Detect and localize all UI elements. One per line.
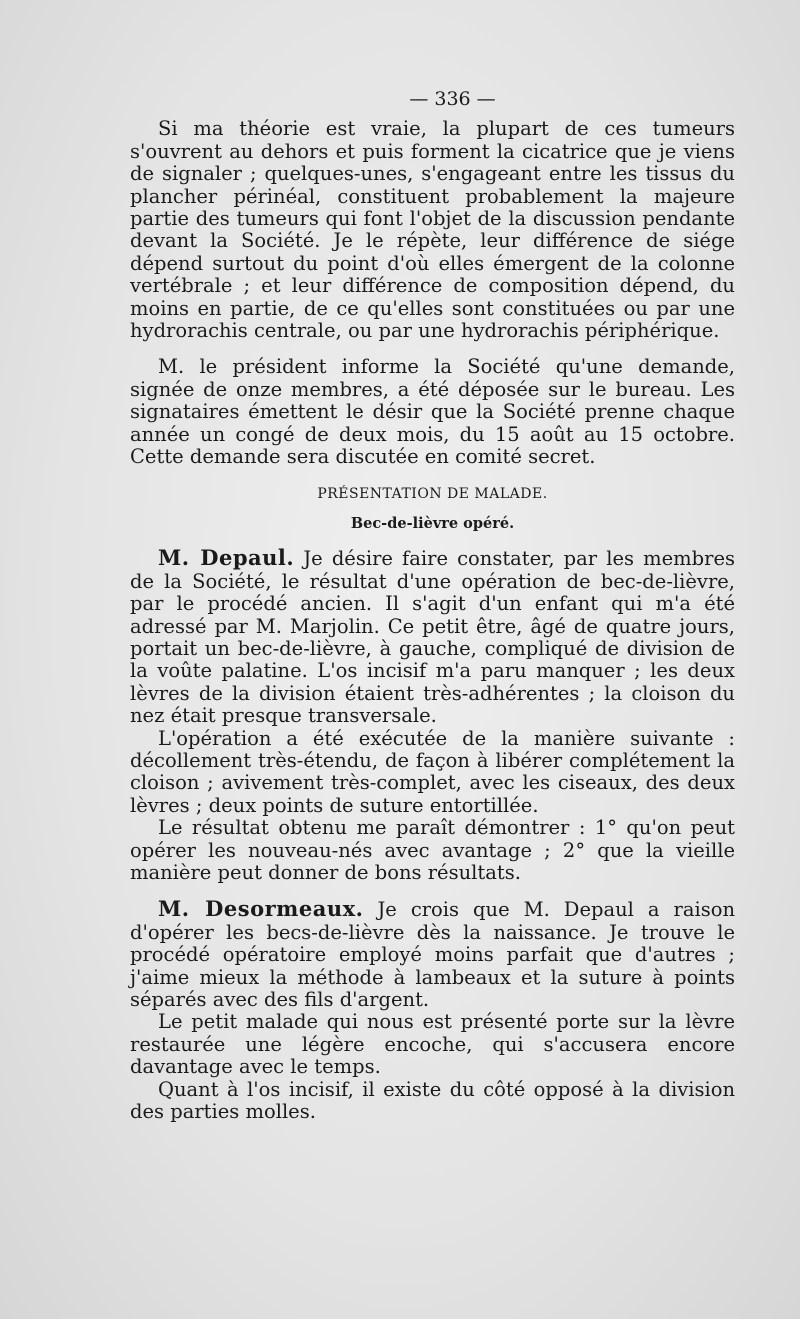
paragraph-president: M. le président informe la Société qu'une demande, signée de onze membres, a été déposée sur le bureau. Les signataires émettent le désir que la Société prenne chaque année un congé de deux mois, du 15 août au 15 octobre. Cette demande sera discutée en comité secret. (130, 355, 735, 469)
desormeaux-text-1: Je crois que M. Depaul a raison d'opérer les becs-de-lièvre dès la naissance. Je trouve le procédé opératoire employé moins parfait que d'autres ; j'aime mieux la méthode à lambeaux et la suture à points séparés avec des fils d'argent. (130, 898, 736, 1012)
page-number: — 336 — (409, 88, 496, 110)
speaker-depaul: M. Depaul. (158, 545, 295, 571)
section-subheading: Bec-de-lièvre opéré. (350, 514, 515, 532)
page-text (130, 88, 735, 1123)
speaker-desormeaux: M. Desormeaux. (158, 896, 364, 922)
paragraph-depaul-3: Le résultat obtenu me paraît démontrer : 1° qu'on peut opérer les nouveau-nés avec avantage ; 2° que la vieille manière peut donner de bons résultats. (130, 816, 735, 884)
paragraph-desormeaux-1 (130, 898, 735, 1011)
paragraph-desormeaux-2: Le petit malade qui nous est présenté porte sur la lèvre restaurée une légère encoche, qui s'accusera encore davantage avec le temps. (130, 1010, 735, 1079)
depaul-text-1: Je désire faire constater, par les membres de la Société, le résultat d'une opération de bec-de-lièvre, par le procédé ancien. Il s'agit d'un enfant qui m'a été adressé par M. Marjolin. Ce petit être, âgé de quatre jours, portait un bec-de-lièvre, à gauche, compliqué de division de la voûte palatine. L'os incisif m'a paru manquer ; les deux lèvres de la division étaient très-adhérentes ; la cloison du nez était presque transversale. (130, 547, 735, 728)
paragraph-depaul-1 (130, 547, 735, 727)
paragraph-depaul-2: L'opération a été exécutée de la manière suivante : décollement très-étendu, de façon à libérer complétement la cloison ; avivement très-complet, avec les ciseaux, des deux lèvres ; deux points de suture entortillée. (130, 726, 735, 817)
section-heading: PRÉSENTATION DE MALADE. (317, 485, 548, 502)
paragraph-desormeaux-3: Quant à l'os incisif, il existe du côté opposé à la division des parties molles. (130, 1077, 735, 1124)
paragraph-theorie: Si ma théorie est vraie, la plupart de ces tumeurs s'ouvrent au dehors et puis forment la cicatrice que je viens de signaler ; quelques-unes, s'engageant entre les tissus du plancher périnéal, constituent probablement la majeure partie des tumeurs qui font l'objet de la discussion pendante devant la Société. Je le répète, leur différence de siége dépend surtout du point d'où elles émergent de la colonne vertébrale ; et leur différence de composition dépend, du moins en partie, de ce qu'elles sont constituées ou par une hydrorachis centrale, ou par une hydrorachis périphérique. (130, 117, 735, 343)
